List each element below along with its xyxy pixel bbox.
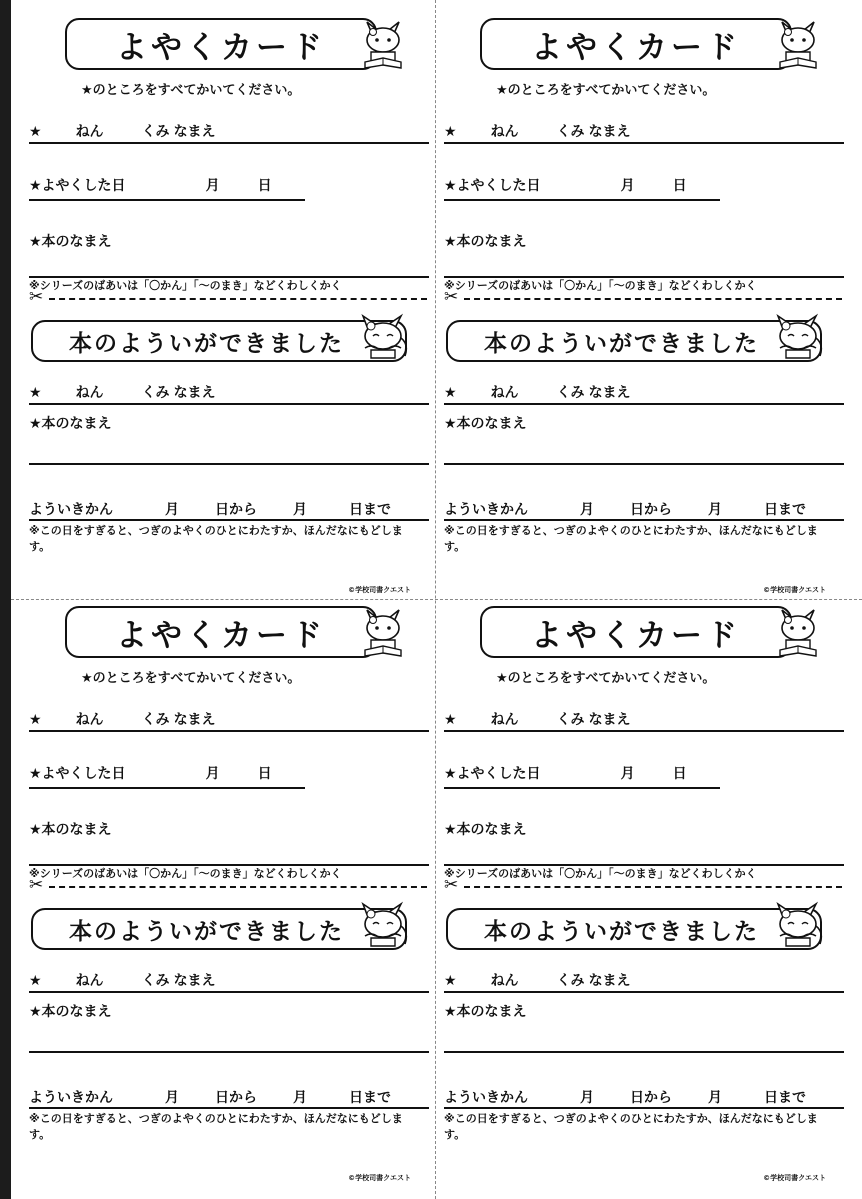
ready-name-line[interactable] xyxy=(444,403,844,405)
copyright-text: ©学校司書クエスト xyxy=(763,586,826,594)
reserve-date-line[interactable] xyxy=(444,787,720,789)
reserve-date-line[interactable] xyxy=(29,199,305,201)
name-row xyxy=(29,709,216,729)
ready-name-row xyxy=(29,970,216,990)
series-note: ※シリーズのばあいは「〇かん」「～のまき」などくわしくかく xyxy=(29,279,342,292)
class-label: くみ xyxy=(141,712,170,728)
reserve-date-label: ★よやくした日 xyxy=(29,178,126,194)
book-title-label: ★本のなまえ xyxy=(29,234,112,250)
until-day-label: 日まで xyxy=(764,502,806,518)
name-line[interactable] xyxy=(444,730,844,732)
dashed-cut-guide xyxy=(49,886,427,888)
fox-reading-icon xyxy=(361,604,405,660)
book-title-label: ★本のなまえ xyxy=(444,234,527,250)
reservation-card xyxy=(11,588,421,1182)
reserve-date-label: ★よやくした日 xyxy=(444,178,541,194)
name-line[interactable] xyxy=(29,142,429,144)
ready-book-title-line[interactable] xyxy=(444,463,844,465)
copyright-text: ©学校司書クエスト xyxy=(763,1174,826,1182)
ready-name-line[interactable] xyxy=(444,991,844,993)
copyright-text: ©学校司書クエスト xyxy=(348,1174,411,1182)
name-label: なまえ xyxy=(173,712,216,728)
period-label: よういきかん xyxy=(29,1090,113,1106)
star-mark: ★ xyxy=(29,385,42,401)
ready-title: 本のよういができました xyxy=(31,908,407,950)
from-month-label: 月 xyxy=(580,1090,594,1106)
cut-line xyxy=(444,287,844,307)
until-month-label: 月 xyxy=(293,1090,307,1106)
reserve-date-row xyxy=(444,175,687,195)
name-line[interactable] xyxy=(29,730,429,732)
reservation-card xyxy=(426,588,836,1182)
from-day-label: 日から xyxy=(215,502,257,518)
ready-title: 本のよういができました xyxy=(446,908,822,950)
series-note: ※シリーズのばあいは「〇かん」「～のまき」などくわしくかく xyxy=(29,867,342,880)
ready-book-title-label: ★本のなまえ xyxy=(29,416,112,432)
expire-note: ※この日をすぎると、つぎのよやくのひとにわたすか、ほんだなにもどします。 xyxy=(444,1112,818,1141)
card-title: よやくカード xyxy=(65,606,377,658)
dashed-cut-guide xyxy=(464,298,842,300)
ready-book-title-label: ★本のなまえ xyxy=(29,1004,112,1020)
star-mark: ★ xyxy=(444,124,457,140)
from-month-label: 月 xyxy=(165,502,179,518)
ready-name-line[interactable] xyxy=(29,403,429,405)
ready-book-title-line[interactable] xyxy=(29,463,429,465)
name-line[interactable] xyxy=(444,142,844,144)
dashed-cut-guide xyxy=(464,886,842,888)
reserve-date-label: ★よやくした日 xyxy=(29,766,126,782)
reserve-date-line[interactable] xyxy=(29,787,305,789)
star-mark: ★ xyxy=(29,973,42,989)
ready-name-row xyxy=(444,970,631,990)
ready-book-title-label: ★本のなまえ xyxy=(444,1004,527,1020)
reserve-date-label: ★よやくした日 xyxy=(444,766,541,782)
scissors-icon: ✂ xyxy=(29,875,44,895)
ready-book-title-label: ★本のなまえ xyxy=(444,416,527,432)
name-row xyxy=(29,121,216,141)
card-title: よやくカード xyxy=(65,18,377,70)
class-label: くみ xyxy=(556,973,585,989)
grade-label: ねん xyxy=(490,712,519,728)
cut-line xyxy=(29,875,429,895)
fox-reading-icon xyxy=(776,604,820,660)
name-label: なまえ xyxy=(588,973,631,989)
from-day-label: 日から xyxy=(630,502,672,518)
class-label: くみ xyxy=(141,124,170,140)
day-label: 日 xyxy=(257,178,272,194)
month-label: 月 xyxy=(620,766,635,782)
class-label: くみ xyxy=(556,385,585,401)
scissors-icon: ✂ xyxy=(444,287,459,307)
month-label: 月 xyxy=(205,178,220,194)
reservation-card xyxy=(426,0,836,594)
grade-label: ねん xyxy=(75,124,104,140)
fox-peeking-icon xyxy=(772,896,824,948)
from-month-label: 月 xyxy=(165,1090,179,1106)
ready-period-line[interactable] xyxy=(444,519,844,521)
name-label: なまえ xyxy=(588,124,631,140)
grade-label: ねん xyxy=(75,973,104,989)
from-day-label: 日から xyxy=(630,1090,672,1106)
reservation-card xyxy=(11,0,421,594)
name-label: なまえ xyxy=(588,385,631,401)
name-label: なまえ xyxy=(173,385,216,401)
fox-peeking-icon xyxy=(772,308,824,360)
reserve-date-line[interactable] xyxy=(444,199,720,201)
star-mark: ★ xyxy=(444,385,457,401)
until-day-label: 日まで xyxy=(764,1090,806,1106)
class-label: くみ xyxy=(556,124,585,140)
star-mark: ★ xyxy=(444,712,457,728)
until-month-label: 月 xyxy=(293,502,307,518)
card-title: よやくカード xyxy=(480,606,792,658)
cut-line xyxy=(444,875,844,895)
series-note: ※シリーズのばあいは「〇かん」「～のまき」などくわしくかく xyxy=(444,867,757,880)
ready-title: 本のよういができました xyxy=(446,320,822,362)
scissors-icon: ✂ xyxy=(29,287,44,307)
from-month-label: 月 xyxy=(580,502,594,518)
grade-label: ねん xyxy=(75,385,104,401)
name-label: なまえ xyxy=(588,712,631,728)
until-month-label: 月 xyxy=(708,502,722,518)
ready-period-row xyxy=(29,1087,391,1107)
cut-line xyxy=(29,287,429,307)
ready-period-row xyxy=(29,499,391,519)
reserve-date-row xyxy=(29,763,272,783)
reserve-date-row xyxy=(444,763,687,783)
day-label: 日 xyxy=(257,766,272,782)
class-label: くみ xyxy=(556,712,585,728)
name-row xyxy=(444,709,631,729)
star-mark: ★ xyxy=(29,712,42,728)
period-label: よういきかん xyxy=(29,502,113,518)
instruction-text: ★のところをすべてかいてください。 xyxy=(81,671,301,686)
until-month-label: 月 xyxy=(708,1090,722,1106)
fox-peeking-icon xyxy=(357,308,409,360)
expire-note: ※この日をすぎると、つぎのよやくのひとにわたすか、ほんだなにもどします。 xyxy=(29,524,403,553)
expire-note: ※この日をすぎると、つぎのよやくのひとにわたすか、ほんだなにもどします。 xyxy=(29,1112,403,1141)
name-label: なまえ xyxy=(173,124,216,140)
star-mark: ★ xyxy=(29,124,42,140)
scissors-icon: ✂ xyxy=(444,875,459,895)
from-day-label: 日から xyxy=(215,1090,257,1106)
month-label: 月 xyxy=(620,178,635,194)
fox-peeking-icon xyxy=(357,896,409,948)
name-label: なまえ xyxy=(173,973,216,989)
ready-name-row xyxy=(444,382,631,402)
until-day-label: 日まで xyxy=(349,1090,391,1106)
expire-note: ※この日をすぎると、つぎのよやくのひとにわたすか、ほんだなにもどします。 xyxy=(444,524,818,553)
card-title: よやくカード xyxy=(480,18,792,70)
ready-name-row xyxy=(29,382,216,402)
instruction-text: ★のところをすべてかいてください。 xyxy=(81,83,301,98)
name-row xyxy=(444,121,631,141)
ready-period-line[interactable] xyxy=(29,1107,429,1109)
book-title-label: ★本のなまえ xyxy=(29,822,112,838)
series-note: ※シリーズのばあいは「〇かん」「～のまき」などくわしくかく xyxy=(444,279,757,292)
star-mark: ★ xyxy=(444,973,457,989)
ready-period-line[interactable] xyxy=(444,1107,844,1109)
grade-label: ねん xyxy=(490,124,519,140)
ready-book-title-line[interactable] xyxy=(29,1051,429,1053)
day-label: 日 xyxy=(672,766,687,782)
ready-period-row xyxy=(444,499,806,519)
fox-reading-icon xyxy=(776,16,820,72)
month-label: 月 xyxy=(205,766,220,782)
period-label: よういきかん xyxy=(444,502,528,518)
copyright-text: ©学校司書クエスト xyxy=(348,586,411,594)
day-label: 日 xyxy=(672,178,687,194)
class-label: くみ xyxy=(141,973,170,989)
ready-period-row xyxy=(444,1087,806,1107)
instruction-text: ★のところをすべてかいてください。 xyxy=(496,671,716,686)
grade-label: ねん xyxy=(75,712,104,728)
book-title-label: ★本のなまえ xyxy=(444,822,527,838)
instruction-text: ★のところをすべてかいてください。 xyxy=(496,83,716,98)
ready-period-line[interactable] xyxy=(29,519,429,521)
grade-label: ねん xyxy=(490,385,519,401)
ready-name-line[interactable] xyxy=(29,991,429,993)
grade-label: ねん xyxy=(490,973,519,989)
until-day-label: 日まで xyxy=(349,502,391,518)
reserve-date-row xyxy=(29,175,272,195)
period-label: よういきかん xyxy=(444,1090,528,1106)
class-label: くみ xyxy=(141,385,170,401)
fox-reading-icon xyxy=(361,16,405,72)
ready-book-title-line[interactable] xyxy=(444,1051,844,1053)
ready-title: 本のよういができました xyxy=(31,320,407,362)
dashed-cut-guide xyxy=(49,298,427,300)
